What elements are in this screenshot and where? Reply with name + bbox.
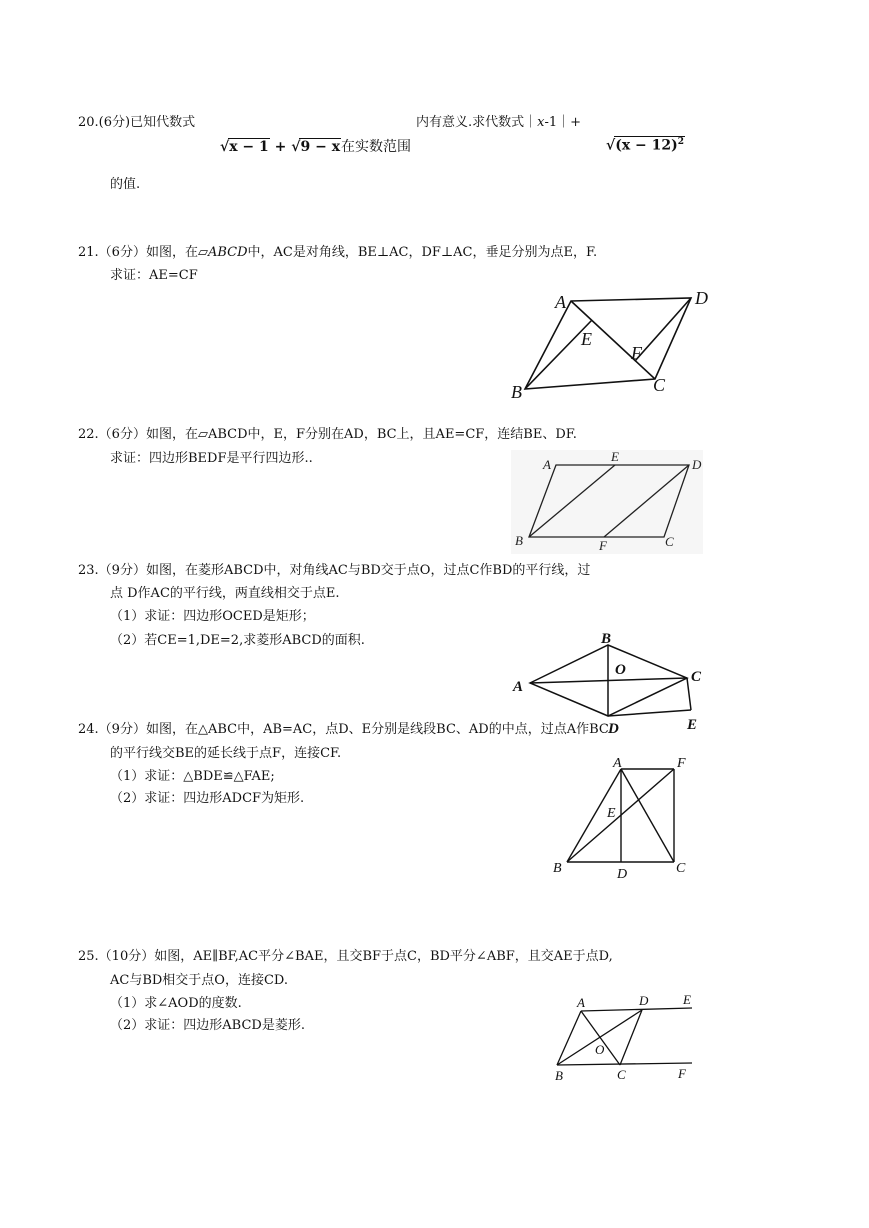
q24-label-c: C (676, 861, 686, 876)
q25-text-line3: （1）求∠AOD的度数. (110, 996, 242, 1011)
q25-line-bf (557, 1063, 692, 1065)
q25-text-line2: AC与BD相交于点O，连接CD. (110, 973, 289, 988)
q24-segment-ac (621, 769, 674, 862)
q20-radicand-2: 9 − x (300, 139, 341, 155)
q20-line1-b-text: 内有意义.求代数式｜ (416, 115, 538, 130)
sqrt-icon: √ (606, 137, 616, 154)
parallelogram-icon: ▱ (197, 245, 208, 260)
q22-label-a: A (543, 457, 551, 472)
sqrt-icon: √ (220, 139, 230, 155)
q23-label-d: D (608, 721, 619, 737)
q20-text-line1-b (416, 114, 581, 132)
q24-figure-svg (545, 750, 705, 880)
q23-label-b: B (601, 631, 612, 647)
q20-line1-c-text: -1｜+ (544, 115, 582, 130)
q20-radicand-3 (614, 136, 685, 154)
q21-text-line1 (78, 244, 597, 262)
q25-label-b: B (555, 1068, 563, 1083)
q24-text-line4: （2）求证：四边形ADCF为矩形. (110, 791, 305, 806)
q25-label-a: A (577, 995, 585, 1010)
q21-label-f: F (631, 343, 642, 363)
q24-figure (545, 750, 705, 880)
sqrt-icon: √ (291, 139, 301, 155)
q23-text-line3: （1）求证：四边形OCED是矩形； (110, 609, 315, 624)
q21-text-line2: 求证：AE=CF (110, 268, 198, 283)
q24-text-line2: 的平行线交BE的延长线于点F，连接CF. (110, 746, 342, 761)
q20-math-tail: 在实数范围 (341, 139, 412, 155)
q22-text-line1: 22.（6分）如图，在▱ABCD中，E，F分别在AD，BC上，且AE=CF，连结BE、DF. (78, 427, 577, 442)
q25-segment-cd (620, 1010, 642, 1065)
q23-segment-de (608, 710, 691, 716)
q22-figure (505, 448, 705, 556)
q21-abcd: ABCD (207, 245, 248, 260)
q21-label-a: A (555, 292, 566, 312)
q24-text-line1: 24.（9分）如图，在△ABC中，AB=AC，点D、E分别是线段BC、AD的中点，过点A作BC (78, 722, 609, 737)
q24-label-b: B (553, 861, 562, 876)
q20-math-left (220, 136, 411, 156)
q24-label-d: D (617, 867, 628, 880)
q23-label-a: A (513, 679, 524, 695)
q22-figure-svg (505, 448, 705, 556)
q25-label-o: O (595, 1042, 605, 1057)
q22-label-d: D (692, 457, 702, 472)
q24-text-line3: （1）求证：△BDE≌△FAE; (110, 769, 275, 784)
q20-math-right (606, 136, 685, 154)
q23-text-line4: （2）若CE=1,DE=2,求菱形ABCD的面积. (110, 633, 365, 648)
q25-text-line1: 25.（10分）如图，AE∥BF,AC平分∠BAE，且交BF于点C，BD平分∠ABF，且交AE于点D, (78, 949, 613, 964)
q20-radicand-1: x − 1 (229, 139, 269, 155)
q21-line1-b: 中，AC是对角线，BE⊥AC，DF⊥AC，垂足分别为点E，F. (247, 245, 598, 260)
q23-label-c: C (691, 669, 702, 685)
q23-text-line2: 点 D作AC的平行线，两直线相交于点E. (110, 586, 340, 601)
q25-label-c: C (617, 1067, 626, 1082)
q24-label-f: F (677, 756, 686, 771)
q22-text-line2: 求证：四边形BEDF是平行四边形.. (110, 451, 313, 466)
q21-line1-a: 21.（6分）如图，在 (78, 245, 198, 260)
q22-label-f: F (599, 538, 607, 553)
q21-label-c: C (653, 375, 666, 395)
q21-segment-df (635, 298, 691, 361)
q25-label-e: E (683, 992, 691, 1007)
q20-text-line1-a: 20.(6分)已知代数式 (78, 115, 196, 130)
q21-label-e: E (581, 329, 592, 349)
q21-parallelogram (525, 298, 691, 389)
q21-figure (505, 282, 730, 402)
q20-plus: + (274, 139, 287, 155)
q25-text-line4: （2）求证：四边形ABCD是菱形. (110, 1018, 305, 1033)
q25-figure (545, 988, 705, 1086)
q25-label-f: F (678, 1066, 686, 1081)
q22-label-b: B (515, 533, 523, 548)
q25-label-d: D (639, 993, 649, 1008)
q24-label-a: A (613, 756, 622, 771)
q25-line-ae (581, 1008, 692, 1011)
q21-label-b: B (511, 382, 522, 402)
q21-label-d: D (695, 288, 708, 308)
q23-label-e: E (687, 717, 698, 733)
q23-text-line1: 23.（9分）如图，在菱形ABCD中，对角线AC与BD交于点O，过点C作BD的平行线，过 (78, 563, 591, 578)
q23-label-o: O (615, 662, 626, 678)
q20-text-line2: 的值. (110, 177, 141, 192)
q25-figure-svg (545, 988, 705, 1086)
q22-label-c: C (665, 534, 674, 549)
q24-label-e: E (607, 806, 616, 821)
q21-figure-svg (505, 282, 730, 402)
q20-line1-var: x (537, 115, 545, 130)
q20-radicand-3-base: (x − 12) (615, 137, 678, 154)
q20-exponent: 2 (677, 137, 685, 147)
q22-label-e: E (611, 449, 619, 464)
